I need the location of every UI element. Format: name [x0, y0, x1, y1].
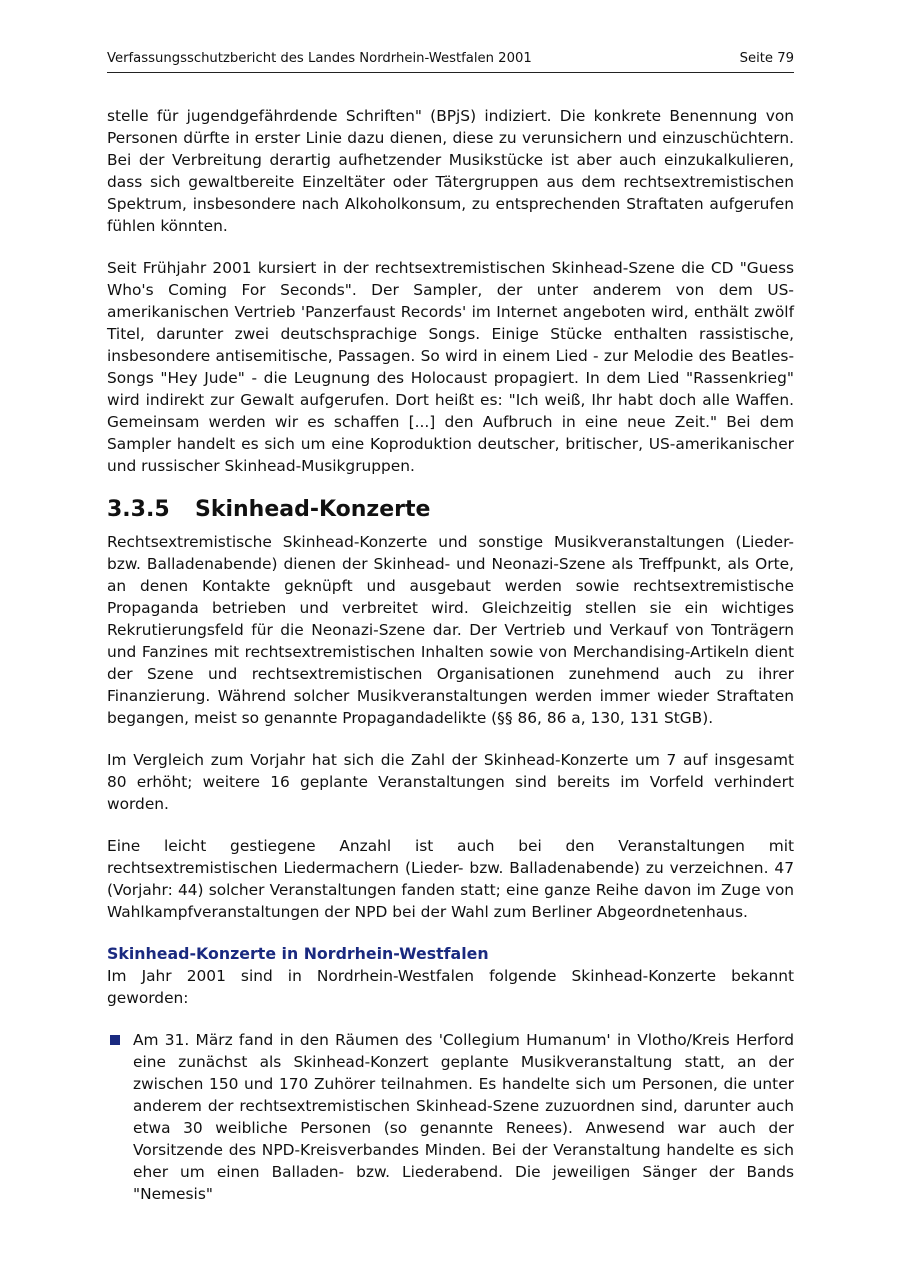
section-heading [107, 495, 794, 525]
list-item [107, 1029, 794, 1205]
document-page [107, 50, 794, 1205]
paragraph-concert-count: Im Vergleich zum Vorjahr hat sich die Zahl der Skinhead-Konzerte um 7 auf insgesamt 80 erhöht; weitere 16 geplante Veranstaltungen sind bereits im Vorfeld verhindert worden. [107, 751, 794, 813]
section-number: 3.3.5 [107, 497, 170, 522]
header-report-title: Verfassungsschutzbericht des Landes Nordrhein-Westfalen 2001 [107, 51, 532, 66]
paragraph-concerts-purpose: Rechtsextremistische Skinhead-Konzerte und sonstige Musikveranstaltungen (Lieder- bzw. Balladenabende) dienen der Skinhead- und Neonazi-Szene als Treffpunkt, als Orte, an denen Kontakte geknüpft und ausgebaut werden sowie rechtsextremistische Propaganda betrieben und verbreitet wird. Gleichzeitig stellen sie ein wichtiges Rekrutierungsfeld für die Neonazi-Szene dar. Der Vertrieb und Verkauf von Tonträgern und Fanzines mit rechtsextremistischen Inhalten sowie von Merchandising-Artikeln dient der Szene und rechtsextremistischen Organisationen zunehmend auch zu ihrer Finanzierung. Während solcher Musikveranstaltungen werden immer wieder Straftaten begangen, meist so genannte Propagandadelikte (§§ 86, 86 a, 130, 131 StGB). [107, 533, 794, 727]
square-bullet-icon [110, 1035, 120, 1045]
subsection-heading: Skinhead-Konzerte in Nordrhein-Westfalen [107, 944, 489, 963]
paragraph-bpjs-indexing: stelle für jugendgefährdende Schriften" (BPjS) indiziert. Die konkrete Benennung von Personen dürfte in erster Linie dazu dienen, diese zu verunsichern und einzuschüchtern. Bei der Verbreitung derartig aufhetzender Musikstücke ist aber auch einzukalkulieren, dass sich gewaltbereite Einzeltäter oder Tätergruppen aus dem rechtsextremistischen Spektrum, insbesondere nach Alkoholkonsum, zu entsprechenden Straftaten aufgerufen fühlen könnten. [107, 107, 794, 235]
paragraph-songwriter-events: Eine leicht gestiegene Anzahl ist auch bei den Veranstaltungen mit rechtsextremistischen Liedermachern (Lieder- bzw. Balladenabende) zu verzeichnen. 47 (Vorjahr: 44) solcher Veranstaltungen fanden statt; eine ganze Reihe davon im Zuge von Wahlkampfveranstaltungen der NPD bei der Wahl zum Berliner Abgeordnetenhaus. [107, 837, 794, 921]
section-title: Skinhead-Konzerte [195, 497, 431, 522]
running-header [107, 50, 794, 73]
list-item-text: Am 31. März fand in den Räumen des 'Collegium Humanum' in Vlotho/Kreis Herford eine zunächst als Skinhead-Konzert geplante Musikveranstaltung statt, an der zwischen 150 und 170 Zuhörer teilnahmen. Es handelte sich um Personen, die unter anderem der rechtsextremistischen Skinhead-Szene zuzuordnen sind, darunter auch etwa 30 weibliche Personen (so genannte Renees). Anwesend war auch der Vorsitzende des NPD-Kreisverbandes Minden. Bei der Veranstaltung handelte es sich eher um einen Balladen- bzw. Liederabend. Die jeweiligen Sänger der Bands "Nemesis" [133, 1031, 794, 1203]
paragraph-cd-sampler: Seit Frühjahr 2001 kursiert in der rechtsextremistischen Skinhead-Szene die CD "Guess Who's Coming For Seconds". Der Sampler, der unter anderem von dem US-amerikanischen Vertrieb 'Panzerfaust Records' im Internet angeboten wird, enthält zwölf Titel, darunter zwei deutschsprachige Songs. Einige Stücke enthalten rassistische, insbesondere antisemitische, Passagen. So wird in einem Lied - zur Melodie des Beatles-Songs "Hey Jude" - die Leugnung des Holocaust propagiert. In dem Lied "Rassenkrieg" wird indirekt zur Gewalt aufgerufen. Dort heißt es: "Ich weiß, Ihr habt doch alle Waffen. Gemeinsam werden wir es schaffen [...] den Aufbruch in eine neue Zeit." Bei dem Sampler handelt es sich um eine Koproduktion deutscher, britischer, US-amerikanischer und russischer Skinhead-Musikgruppen. [107, 259, 794, 475]
header-page-number: Seite 79 [739, 51, 794, 66]
concert-list [107, 1029, 794, 1205]
subsection-intro: Im Jahr 2001 sind in Nordrhein-Westfalen folgende Skinhead-Konzerte bekannt geworden: [107, 967, 794, 1007]
